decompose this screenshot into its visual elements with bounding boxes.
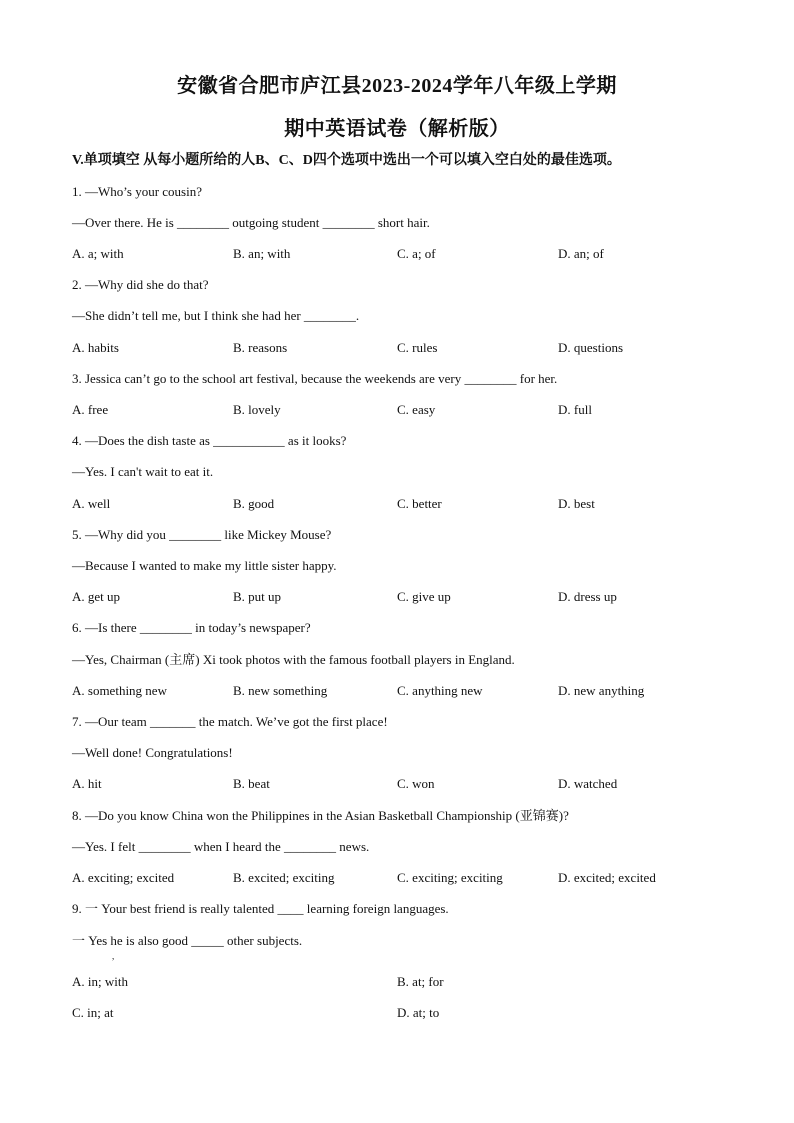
question-5-option-d: D. dress up (558, 589, 617, 604)
question-4-option-d: D. best (558, 496, 595, 511)
question-4-option-c: C. better (397, 496, 442, 511)
question-6-stem: 6. —Is there ________ in today’s newspaper? (72, 620, 311, 635)
question-1-option-c: C. a; of (397, 246, 436, 261)
question-6-option-a: A. something new (72, 683, 167, 698)
question-9-option-a: A. in; with (72, 974, 128, 989)
question-5-option-b: B. put up (233, 589, 282, 604)
section-instruction: V.单项填空 从每小题所给的人B、C、D四个选项中选出一个可以填入空白处的最佳选项。 (72, 153, 621, 168)
question-7-stem: 7. —Our team _______ the match. We’ve got the first place! (72, 714, 388, 729)
question-5-option-a: A. get up (72, 589, 121, 604)
question-8-option-b: B. excited; exciting (233, 870, 335, 885)
question-8-option-a: A. exciting; excited (72, 870, 175, 885)
question-4-option-b: B. good (233, 496, 275, 511)
question-6-option-c: C. anything new (397, 683, 483, 698)
question-2-option-a: A. habits (72, 340, 119, 355)
page-title-line-1: 安徽省合肥市庐江县2023-2024学年八年级上学期 (177, 75, 617, 97)
question-6-answer-line: —Yes, Chairman (主席) Xi took photos with the famous football players in England. (72, 652, 515, 667)
question-8-option-c: C. exciting; exciting (397, 870, 503, 885)
question-7-option-a: A. hit (72, 776, 102, 791)
question-3-stem: 3. Jessica can’t go to the school art festival, because the weekends are very ________ for her. (72, 371, 558, 386)
stray-comma-mark: , (112, 951, 115, 961)
question-1-answer-line: —Over there. He is ________ outgoing student ________ short hair. (72, 215, 430, 230)
question-8-option-d: D. excited; excited (558, 870, 656, 885)
question-2-stem: 2. —Why did she do that? (72, 277, 209, 292)
question-6-option-d: D. new anything (558, 683, 645, 698)
question-9-option-b: B. at; for (397, 974, 444, 989)
question-1-option-d: D. an; of (558, 246, 604, 261)
question-3-option-d: D. full (558, 402, 592, 417)
question-4-option-a: A. well (72, 496, 111, 511)
question-8-stem: 8. —Do you know China won the Philippines in the Asian Basketball Championship (亚锦赛)? (72, 808, 569, 823)
question-5-stem: 5. —Why did you ________ like Mickey Mouse? (72, 527, 332, 542)
question-1-option-b: B. an; with (233, 246, 291, 261)
question-7-option-b: B. beat (233, 776, 270, 791)
question-9-option-c: C. in; at (72, 1005, 114, 1020)
question-2-option-b: B. reasons (233, 340, 288, 355)
question-3-option-c: C. easy (397, 402, 436, 417)
question-3-option-b: B. lovely (233, 402, 281, 417)
question-1-option-a: A. a; with (72, 246, 124, 261)
question-7-answer-line: —Well done! Congratulations! (72, 745, 233, 760)
question-4-stem: 4. —Does the dish taste as ___________ as it looks? (72, 433, 347, 448)
question-5-answer-line: —Because I wanted to make my little sister happy. (72, 558, 337, 573)
question-8-answer-line: —Yes. I felt ________ when I heard the ________ news. (72, 839, 370, 854)
question-3-option-a: A. free (72, 402, 109, 417)
question-2-option-c: C. rules (397, 340, 438, 355)
question-4-answer-line: —Yes. I can't wait to eat it. (72, 464, 214, 479)
question-9-answer-line: 一 Yes he is also good _____ other subjects. (72, 933, 303, 948)
question-6-option-b: B. new something (233, 683, 328, 698)
question-2-answer-line: —She didn’t tell me, but I think she had her ________. (72, 308, 360, 323)
question-9-stem: 9. 一 Your best friend is really talented ____ learning foreign languages. (72, 901, 449, 916)
question-2-option-d: D. questions (558, 340, 623, 355)
page-title-line-2: 期中英语试卷（解析版） (284, 118, 510, 140)
question-7-option-d: D. watched (558, 776, 618, 791)
question-1-stem: 1. —Who’s your cousin? (72, 184, 202, 199)
question-9-option-d: D. at; to (397, 1005, 440, 1020)
question-7-option-c: C. won (397, 776, 435, 791)
question-5-option-c: C. give up (397, 589, 451, 604)
